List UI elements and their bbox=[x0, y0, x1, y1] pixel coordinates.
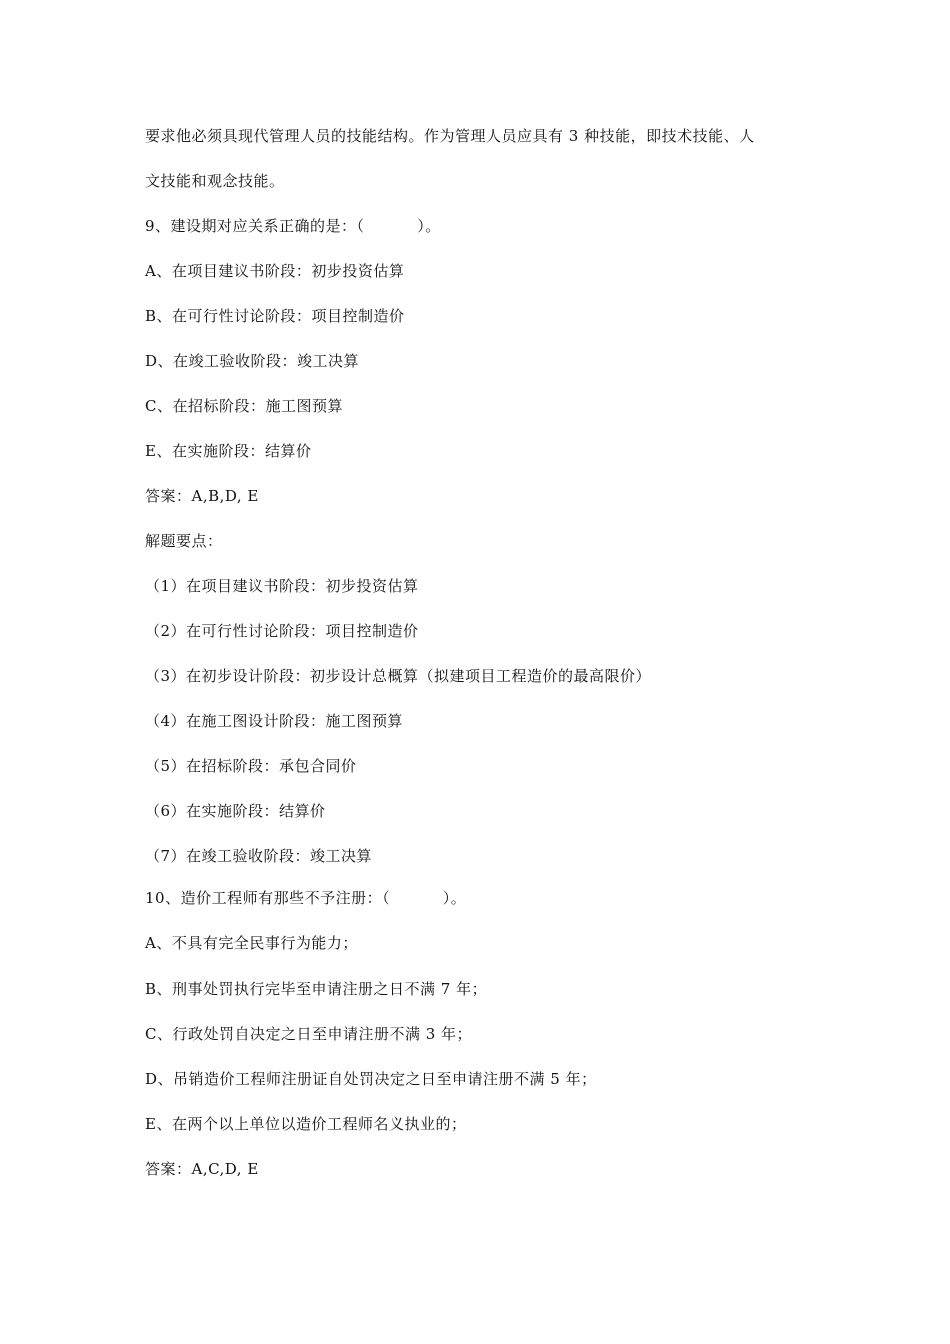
intro-line-1: 要求他必须具现代管理人员的技能结构。作为管理人员应具有 3 种技能，即技术技能、人 bbox=[145, 127, 755, 145]
q10-option-a: A、不具有完全民事行为能力； bbox=[145, 934, 358, 952]
q9-point-5: （5）在招标阶段：承包合同价 bbox=[145, 757, 357, 775]
q10-answer: 答案：A,C,D, E bbox=[145, 1160, 259, 1178]
q9-option-b: B、在可行性讨论阶段：项目控制造价 bbox=[145, 307, 405, 325]
question-9: 9、建设期对应关系正确的是：（ ）。 bbox=[145, 217, 441, 235]
q9-explanation-title: 解题要点： bbox=[145, 532, 223, 550]
q10-option-b: B、刑事处罚执行完毕至申请注册之日不满 7 年； bbox=[145, 980, 488, 998]
q9-option-c: C、在招标阶段：施工图预算 bbox=[145, 397, 343, 415]
intro-line-2: 文技能和观念技能。 bbox=[145, 172, 285, 190]
q9-point-7: （7）在竣工验收阶段：竣工决算 bbox=[145, 847, 373, 865]
q9-option-a: A、在项目建议书阶段：初步投资估算 bbox=[145, 262, 405, 280]
q9-point-1: （1）在项目建议书阶段：初步投资估算 bbox=[145, 577, 419, 595]
q9-point-4: （4）在施工图设计阶段：施工图预算 bbox=[145, 712, 404, 730]
q10-option-c: C、行政处罚自决定之日至申请注册不满 3 年； bbox=[145, 1025, 473, 1043]
q10-option-d: D、吊销造价工程师注册证自处罚决定之日至申请注册不满 5 年； bbox=[145, 1070, 597, 1088]
q9-answer: 答案：A,B,D, E bbox=[145, 487, 259, 505]
question-10: 10、造价工程师有那些不予注册：（ ）。 bbox=[145, 889, 467, 907]
q9-point-2: （2）在可行性讨论阶段：项目控制造价 bbox=[145, 622, 419, 640]
q9-option-d: D、在竣工验收阶段：竣工决算 bbox=[145, 352, 360, 370]
q9-option-e: E、在实施阶段：结算价 bbox=[145, 442, 312, 460]
q9-point-3: （3）在初步设计阶段：初步设计总概算（拟建项目工程造价的最高限价） bbox=[145, 667, 652, 685]
q10-option-e: E、在两个以上单位以造价工程师名义执业的； bbox=[145, 1115, 467, 1133]
q9-point-6: （6）在实施阶段：结算价 bbox=[145, 802, 326, 820]
